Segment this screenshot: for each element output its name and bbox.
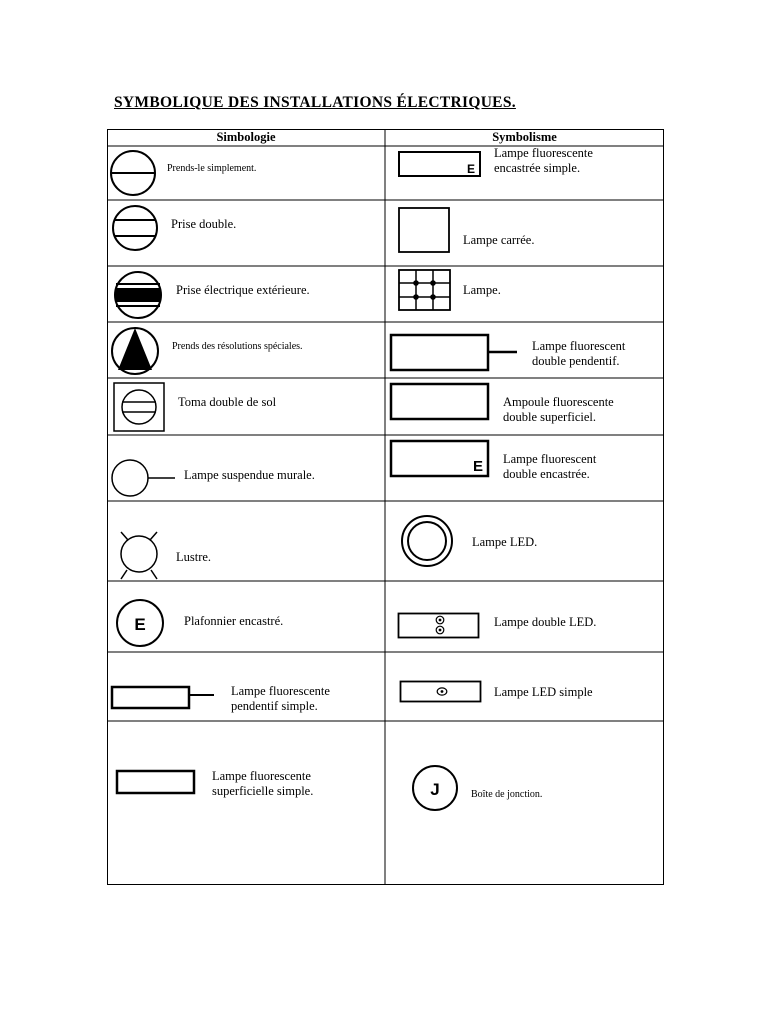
label-recessed-fluorescent-simple: Lampe fluorescente encastrée simple. [494,146,593,175]
label-junction-box: Boîte de jonction. [471,789,543,800]
recessed-ceiling-light-symbol [114,598,166,648]
glyph-e: E [466,162,476,176]
double-outlet-symbol [111,204,161,254]
recessed-fluorescent-simple-symbol [397,150,483,180]
label-double-surface-fluorescent: Ampoule fluorescente double superficiel. [503,395,614,424]
header-symbolisme: Symbolisme [492,130,557,144]
label-pendant-fluorescent-simple: Lampe fluorescente pendentif simple. [231,684,330,713]
double-led-lamp-symbol [397,612,481,640]
pendant-fluorescent-simple-symbol [110,685,216,711]
label-grid-lamp: Lampe. [463,283,501,297]
label-square-lamp: Lampe carrée. [463,233,535,247]
led-lamp-symbol [400,514,456,570]
label-double-recessed-fluorescent: Lampe fluorescent double encastrée. [503,452,597,481]
simple-outlet-symbol [109,149,159,199]
label-outdoor-outlet: Prise électrique extérieure. [176,283,310,297]
symbol-table [107,129,664,885]
glyph-j: J [430,780,440,799]
outdoor-outlet-symbol [111,271,165,321]
double-surface-fluorescent-symbol [389,382,491,422]
page-title: SYMBOLIQUE DES INSTALLATIONS ÉLECTRIQUES. [114,94,516,111]
glyph-e: E [472,458,484,475]
label-floor-double-outlet: Toma double de sol [178,395,277,409]
label-surface-fluorescent-simple: Lampe fluorescente superficielle simple. [212,769,314,798]
label-double-outlet: Prise double. [171,217,237,231]
glyph-e: E [134,615,146,634]
special-outlet-symbol [110,326,162,378]
header-simbologie: Simbologie [216,130,276,144]
double-recessed-fluorescent-symbol [389,439,491,479]
label-double-pendant-fluorescent: Lampe fluorescent double pendentif. [532,339,626,368]
label-wall-pendant-lamp: Lampe suspendue murale. [184,468,315,482]
chandelier-symbol [115,525,167,583]
label-recessed-ceiling-light: Plafonnier encastré. [184,614,284,628]
surface-fluorescent-simple-symbol [115,769,197,796]
wall-pendant-lamp-symbol [109,457,179,499]
grid-lamp-symbol [397,268,453,314]
label-simple-led-lamp: Lampe LED simple [494,685,593,699]
label-double-led-lamp: Lampe double LED. [494,615,597,629]
floor-double-outlet-symbol [113,382,167,434]
junction-box-symbol [411,764,459,812]
label-led-lamp: Lampe LED. [472,535,538,549]
double-pendant-fluorescent-symbol [389,333,519,373]
label-chandelier: Lustre. [176,550,212,564]
simple-led-lamp-symbol [399,680,483,704]
square-lamp-symbol [397,206,453,256]
label-special-outlet: Prends des résolutions spéciales. [172,341,303,352]
label-simple-outlet: Prends-le simplement. [167,163,257,174]
